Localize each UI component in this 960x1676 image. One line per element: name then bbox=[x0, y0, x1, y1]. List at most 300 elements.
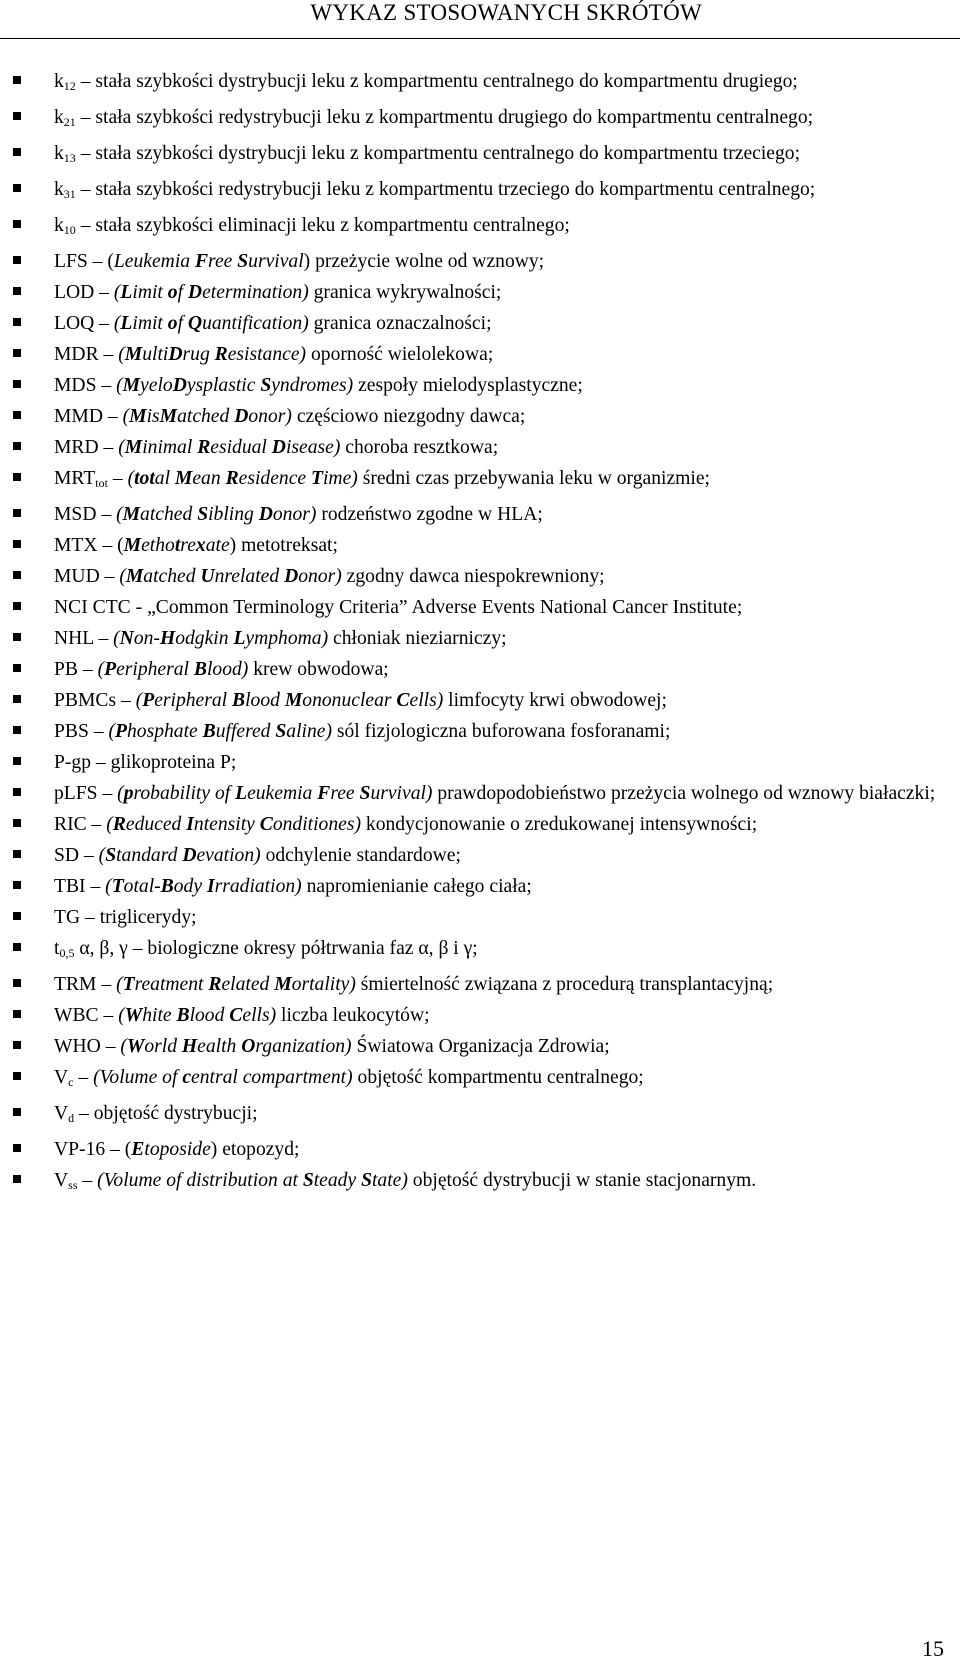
entry-text-segment: x bbox=[195, 535, 206, 556]
entry-text-segment: etho bbox=[141, 535, 175, 556]
entry-text-segment: S bbox=[275, 721, 287, 742]
entry-text-segment: S bbox=[197, 504, 209, 525]
bullet-icon bbox=[13, 148, 21, 156]
entry-text bbox=[54, 716, 946, 747]
entry-text-segment: choroba resztkowa; bbox=[340, 437, 499, 458]
entry-text-segment: H bbox=[159, 628, 176, 649]
entry-text-segment: krew obwodowa; bbox=[248, 659, 389, 680]
entry-text-segment: aline) bbox=[286, 721, 332, 742]
entry-text-segment: Leukemia bbox=[113, 251, 195, 272]
entry-text-segment: częściowo niezgodny dawca; bbox=[291, 406, 526, 427]
entry-text-segment: D bbox=[168, 344, 183, 365]
bullet-icon bbox=[13, 757, 21, 765]
entry-text-segment: k bbox=[54, 71, 64, 92]
bullet-icon bbox=[13, 540, 21, 548]
entry-text-segment: ody bbox=[173, 876, 207, 897]
entry-text-segment: lood bbox=[245, 690, 285, 711]
entry-text-segment: PB – bbox=[54, 659, 98, 680]
entry-text-segment: p bbox=[123, 783, 134, 804]
bullet-icon bbox=[13, 912, 21, 920]
abbreviation-entry bbox=[0, 1165, 960, 1201]
entry-text-segment: zgodny dawca niespokrewniony; bbox=[341, 566, 605, 587]
entry-text-segment: eripheral bbox=[154, 690, 233, 711]
entry-text-segment: kondycjonowanie o zredukowanej intensywności; bbox=[361, 814, 758, 835]
entry-text-segment: c bbox=[182, 1067, 192, 1088]
entry-text-segment: L bbox=[120, 282, 133, 303]
entry-text-segment: ( bbox=[113, 282, 121, 303]
entry-text-segment: M bbox=[159, 406, 178, 427]
abbreviation-entry bbox=[0, 277, 960, 308]
bullet-icon bbox=[13, 664, 21, 672]
entry-text-segment: M bbox=[122, 504, 141, 525]
entry-text-segment: Światowa Organizacja Zdrowia; bbox=[351, 1036, 610, 1057]
entry-text bbox=[54, 210, 946, 246]
entry-text-segment: ( bbox=[135, 690, 143, 711]
entry-text-segment: liczba leukocytów; bbox=[276, 1005, 430, 1026]
entry-text-segment: onor) bbox=[298, 566, 342, 587]
entry-text-segment: TG – triglicerydy; bbox=[54, 907, 197, 928]
entry-text-segment: re bbox=[180, 535, 196, 556]
entry-text bbox=[54, 1000, 946, 1031]
entry-text-segment: I bbox=[186, 814, 194, 835]
entry-text-segment: B bbox=[176, 1005, 190, 1026]
entry-text-segment: ( bbox=[116, 974, 123, 995]
entry-text-segment: k bbox=[54, 143, 64, 164]
entry-text-segment: ( bbox=[97, 659, 105, 680]
entry-text-segment: lood) bbox=[206, 659, 249, 680]
entry-text-segment: – stała szybkości redystrybucji leku z kompartmentu trzeciego do kompartmentu centralnego; bbox=[75, 179, 816, 200]
entry-text bbox=[54, 1098, 946, 1134]
entry-text-segment: urvival bbox=[248, 251, 304, 272]
entry-text-segment: nrelated bbox=[214, 566, 285, 587]
abbreviation-entry bbox=[0, 246, 960, 277]
entry-text bbox=[54, 778, 946, 809]
abbreviation-entry bbox=[0, 463, 960, 499]
entry-text-segment: LFS – ( bbox=[54, 251, 114, 272]
bullet-icon bbox=[13, 726, 21, 734]
entry-text-segment: ) przeżycie wolne od wznowy; bbox=[303, 251, 545, 272]
entry-text-segment: evation) bbox=[196, 845, 261, 866]
entry-text-segment: orld bbox=[144, 1036, 182, 1057]
bullet-icon bbox=[13, 979, 21, 987]
entry-text-segment: M bbox=[174, 468, 193, 489]
entry-text-segment: ealth bbox=[197, 1036, 242, 1057]
entry-text-segment: S bbox=[361, 1170, 372, 1191]
entry-text-segment: MTX – ( bbox=[54, 535, 124, 556]
entry-text-segment: eukemia bbox=[247, 783, 318, 804]
entry-text-segment: śmiertelność związana z procedurą transplantacyjną; bbox=[355, 974, 774, 995]
entry-text-segment: V bbox=[54, 1067, 69, 1088]
entry-text-segment: średni czas przebywania leku w organizmie; bbox=[357, 468, 710, 489]
entry-text-segment: limfocyty krwi obwodowej; bbox=[443, 690, 667, 711]
bullet-icon bbox=[13, 850, 21, 858]
entry-text-segment: W bbox=[124, 1005, 143, 1026]
entry-text-segment: teady bbox=[313, 1170, 362, 1191]
entry-text-segment: ells) bbox=[409, 690, 444, 711]
entry-text-segment: ( bbox=[116, 504, 123, 525]
entry-text-segment: SD – bbox=[54, 845, 99, 866]
entry-text-segment: M bbox=[129, 406, 147, 427]
entry-text-segment: (Volume of distribution at bbox=[97, 1170, 303, 1191]
entry-text-segment: pLFS – bbox=[54, 783, 118, 804]
entry-text-segment: Q bbox=[187, 313, 203, 334]
subscript-text: tot bbox=[95, 476, 108, 490]
abbreviation-entry bbox=[0, 210, 960, 246]
entry-text-segment: WHO – bbox=[54, 1036, 121, 1057]
entry-text-segment: S bbox=[237, 251, 249, 272]
entry-text bbox=[54, 969, 946, 1000]
entry-text-segment: hosphate bbox=[126, 721, 203, 742]
entry-text-segment: E bbox=[131, 1139, 145, 1160]
entry-text-segment: B bbox=[232, 690, 246, 711]
entry-text-segment: RIC – bbox=[54, 814, 107, 835]
entry-text-segment: MUD – bbox=[54, 566, 120, 587]
entry-text-segment: D bbox=[271, 437, 286, 458]
entry-text-segment: T bbox=[311, 468, 323, 489]
entry-text-segment: D bbox=[258, 504, 273, 525]
entry-text bbox=[54, 308, 946, 339]
entry-text-segment: rug bbox=[182, 344, 215, 365]
subscript-text: 0,5 bbox=[59, 946, 75, 960]
entry-text-segment: B bbox=[193, 659, 207, 680]
entry-text bbox=[54, 499, 946, 530]
entry-text-segment: ( bbox=[122, 406, 130, 427]
bullet-icon bbox=[13, 602, 21, 610]
entry-text-segment: R bbox=[197, 437, 211, 458]
entry-text bbox=[54, 654, 946, 685]
bullet-icon bbox=[13, 442, 21, 450]
entry-text-segment: entral compartment) bbox=[191, 1067, 353, 1088]
entry-text-segment: F bbox=[317, 783, 331, 804]
entry-text-segment: is bbox=[146, 406, 160, 427]
bullet-icon bbox=[13, 1144, 21, 1152]
entry-text-segment: L bbox=[233, 628, 246, 649]
bullet-icon bbox=[13, 380, 21, 388]
entry-text-segment: esistance) bbox=[227, 344, 307, 365]
entry-text-segment: ( bbox=[113, 628, 120, 649]
entry-text-segment: R bbox=[208, 974, 222, 995]
entry-text-segment: rodzeństwo zgodne w HLA; bbox=[316, 504, 543, 525]
entry-text-segment: – bbox=[107, 468, 128, 489]
abbreviation-entry bbox=[0, 561, 960, 592]
entry-text-segment: P bbox=[104, 659, 117, 680]
entry-text-segment: chłoniak nieziarniczy; bbox=[328, 628, 507, 649]
abbreviation-entry bbox=[0, 933, 960, 969]
bullet-icon bbox=[13, 1072, 21, 1080]
header-title: WYKAZ STOSOWANYCH SKRÓTÓW bbox=[310, 0, 702, 25]
abbreviation-entry bbox=[0, 654, 960, 685]
entry-text bbox=[54, 530, 946, 561]
entry-text-segment: ( bbox=[105, 876, 112, 897]
entry-text-segment: hite bbox=[142, 1005, 177, 1026]
subscript-text: 21 bbox=[63, 115, 76, 129]
entry-text-segment: inimal bbox=[142, 437, 198, 458]
bullet-icon bbox=[13, 184, 21, 192]
abbreviation-entry bbox=[0, 969, 960, 1000]
abbreviation-entry bbox=[0, 902, 960, 933]
entry-text-segment: ibling bbox=[208, 504, 259, 525]
entry-text bbox=[54, 138, 946, 174]
entry-text-segment: ( bbox=[106, 814, 113, 835]
entry-text-segment: t bbox=[174, 535, 181, 556]
abbreviation-entry bbox=[0, 685, 960, 716]
entry-text-segment: f bbox=[177, 313, 188, 334]
entry-text bbox=[54, 809, 946, 840]
subscript-text: c bbox=[68, 1075, 74, 1089]
entry-text bbox=[54, 246, 946, 277]
bullet-icon bbox=[13, 633, 21, 641]
abbreviation-entry bbox=[0, 1134, 960, 1165]
entry-text-segment: NHL – bbox=[54, 628, 114, 649]
entry-text-segment: H bbox=[181, 1036, 198, 1057]
abbreviation-entry bbox=[0, 138, 960, 174]
entry-text-segment: ( bbox=[127, 468, 135, 489]
entry-text-segment: D bbox=[172, 375, 187, 396]
entry-text-segment: D bbox=[284, 566, 299, 587]
bullet-icon bbox=[13, 76, 21, 84]
entry-text-segment: ate bbox=[205, 535, 230, 556]
entry-text-segment: k bbox=[54, 215, 64, 236]
entry-text-segment: etermination) bbox=[202, 282, 309, 303]
entry-text-segment: I bbox=[206, 876, 215, 897]
entry-text bbox=[54, 66, 946, 102]
bullet-icon bbox=[13, 112, 21, 120]
entry-text-segment: – bbox=[77, 1170, 98, 1191]
entry-text-segment: F bbox=[194, 251, 209, 272]
abbreviation-entry bbox=[0, 370, 960, 401]
entry-text-segment: uffered bbox=[215, 721, 276, 742]
entry-text bbox=[54, 1031, 946, 1062]
entry-text-segment: M bbox=[124, 437, 143, 458]
abbreviation-entry bbox=[0, 174, 960, 210]
entry-text-segment: oporność wielolekowa; bbox=[306, 344, 494, 365]
entry-text-segment: ( bbox=[117, 783, 124, 804]
abbreviation-entry bbox=[0, 66, 960, 102]
entry-text-segment: – stała szybkości dystrybucji leku z kompartmentu centralnego do kompartmentu drugiego; bbox=[75, 71, 798, 92]
abbreviation-entry bbox=[0, 308, 960, 339]
subscript-text: 31 bbox=[63, 187, 76, 201]
entry-text-segment: sól fizjologiczna buforowana fosforanami; bbox=[331, 721, 671, 742]
entry-text-segment: S bbox=[105, 845, 117, 866]
entry-text-segment: granica wykrywalności; bbox=[308, 282, 502, 303]
entry-text-segment: atched bbox=[140, 504, 198, 525]
entry-text-segment: M bbox=[123, 535, 142, 556]
entry-text bbox=[54, 747, 946, 778]
entry-text-segment: otal- bbox=[123, 876, 161, 897]
bullet-icon bbox=[13, 881, 21, 889]
entry-text-segment: objętość dystrybucji w stanie stacjonarnym. bbox=[407, 1170, 757, 1191]
subscript-text: 12 bbox=[63, 79, 76, 93]
entry-text-segment: U bbox=[200, 566, 215, 587]
entry-text-segment: T bbox=[111, 876, 124, 897]
entry-text bbox=[54, 685, 946, 716]
entry-text-segment: M bbox=[124, 344, 143, 365]
entry-text-segment: MDR – bbox=[54, 344, 119, 365]
entry-text-segment: ortality) bbox=[291, 974, 356, 995]
running-header bbox=[0, 0, 960, 38]
entry-text bbox=[54, 561, 946, 592]
abbreviation-entry bbox=[0, 778, 960, 809]
entry-text-segment: P-gp – glikoproteina P; bbox=[54, 752, 237, 773]
entry-text-segment: ( bbox=[119, 566, 126, 587]
entry-text bbox=[54, 401, 946, 432]
entry-text-segment: ells) bbox=[242, 1005, 277, 1026]
entry-text-segment: tot bbox=[134, 468, 155, 489]
entry-text bbox=[54, 102, 946, 138]
entry-text-segment: P bbox=[115, 721, 127, 742]
entry-text-segment: C bbox=[229, 1005, 243, 1026]
entry-text-segment: odgkin bbox=[175, 628, 234, 649]
entry-text-segment: educed bbox=[125, 814, 187, 835]
bullet-icon bbox=[13, 473, 21, 481]
entry-text-segment: B bbox=[160, 876, 174, 897]
entry-text bbox=[54, 432, 946, 463]
entry-text-segment: ) etopozyd; bbox=[210, 1139, 300, 1160]
entry-text-segment: P bbox=[142, 690, 155, 711]
abbreviation-entry bbox=[0, 840, 960, 871]
entry-text-segment: ree bbox=[208, 251, 238, 272]
entry-text-segment: NCI CTC - „Common Terminology Criteria” Adverse Events National Cancer Institute; bbox=[54, 597, 743, 618]
entry-text-segment: ( bbox=[118, 437, 125, 458]
bullet-icon bbox=[13, 509, 21, 517]
entry-text-segment: robability of bbox=[133, 783, 236, 804]
entry-text-segment: tate) bbox=[371, 1170, 408, 1191]
abbreviation-list bbox=[0, 66, 960, 1201]
entry-text-segment: ymphoma) bbox=[245, 628, 329, 649]
entry-text-segment: granica oznaczalności; bbox=[308, 313, 492, 334]
page-number: 15 bbox=[922, 1636, 944, 1661]
abbreviation-entry bbox=[0, 716, 960, 747]
entry-text bbox=[54, 933, 946, 969]
entry-text-segment: o bbox=[167, 313, 178, 334]
entry-text-segment: L bbox=[235, 783, 248, 804]
entry-text-segment: M bbox=[284, 690, 303, 711]
abbreviation-entry bbox=[0, 747, 960, 778]
entry-text-segment: N bbox=[119, 628, 134, 649]
entry-text-segment: MSD – bbox=[54, 504, 117, 525]
entry-text bbox=[54, 840, 946, 871]
bullet-icon bbox=[13, 1041, 21, 1049]
entry-text-segment: W bbox=[126, 1036, 145, 1057]
entry-text bbox=[54, 1134, 946, 1165]
entry-text-segment: ( bbox=[118, 1005, 125, 1026]
entry-text-segment: rganization) bbox=[255, 1036, 352, 1057]
bullet-icon bbox=[13, 788, 21, 796]
entry-text-segment: MRD – bbox=[54, 437, 119, 458]
entry-text-segment: atched bbox=[143, 566, 201, 587]
entry-text-segment: M bbox=[274, 974, 292, 995]
entry-text-segment: k bbox=[54, 179, 64, 200]
entry-text-segment: ( bbox=[113, 313, 121, 334]
entry-text-segment: ysplastic bbox=[186, 375, 261, 396]
entry-text-segment: PBMCs – bbox=[54, 690, 136, 711]
entry-text-segment: rradiation) bbox=[214, 876, 302, 897]
entry-text-segment: – objętość dystrybucji; bbox=[74, 1103, 258, 1124]
abbreviation-entry bbox=[0, 401, 960, 432]
entry-text-segment: esidual bbox=[210, 437, 272, 458]
subscript-text: 10 bbox=[63, 223, 76, 237]
entry-text-segment: D bbox=[182, 845, 197, 866]
entry-text-segment: C bbox=[396, 690, 410, 711]
entry-text-segment: LOD – bbox=[54, 282, 114, 303]
abbreviation-entry bbox=[0, 1098, 960, 1134]
entry-text-segment: R bbox=[112, 814, 126, 835]
entry-text-segment: MDS – bbox=[54, 375, 117, 396]
entry-text bbox=[54, 1062, 946, 1098]
entry-text-segment: – stała szybkości eliminacji leku z kompartmentu centralnego; bbox=[75, 215, 570, 236]
entry-text-segment: ) metotreksat; bbox=[229, 535, 338, 556]
entry-text-segment: al bbox=[154, 468, 175, 489]
entry-text-segment: R bbox=[214, 344, 228, 365]
abbreviation-entry bbox=[0, 499, 960, 530]
entry-text-segment: ean bbox=[192, 468, 226, 489]
subscript-text: ss bbox=[68, 1178, 78, 1192]
abbreviation-entry bbox=[0, 432, 960, 463]
entry-text-segment: O bbox=[241, 1036, 256, 1057]
entry-text-segment: f bbox=[177, 282, 188, 303]
entry-text bbox=[54, 277, 946, 308]
entry-text-segment: D bbox=[234, 406, 249, 427]
entry-text-segment: onditiones) bbox=[272, 814, 361, 835]
entry-text-segment: uantification) bbox=[202, 313, 309, 334]
subscript-text: d bbox=[68, 1111, 75, 1125]
abbreviation-entry bbox=[0, 871, 960, 902]
entry-text-segment: o bbox=[167, 282, 178, 303]
entry-text-segment: ree bbox=[330, 783, 360, 804]
entry-text-segment: prawdopodobieństwo przeżycia wolnego od wznowy białaczki; bbox=[432, 783, 936, 804]
entry-text-segment: ( bbox=[98, 845, 106, 866]
entry-text-segment: objętość kompartmentu centralnego; bbox=[352, 1067, 644, 1088]
entry-text-segment: M bbox=[122, 375, 141, 396]
entry-text-segment: reatment bbox=[134, 974, 209, 995]
abbreviation-entry bbox=[0, 623, 960, 654]
entry-text-segment: yelo bbox=[140, 375, 173, 396]
bullet-icon bbox=[13, 1010, 21, 1018]
subscript-text: 13 bbox=[63, 151, 76, 165]
entry-text-segment: onor) bbox=[272, 504, 317, 525]
bullet-icon bbox=[13, 819, 21, 827]
entry-text-segment: PBS – bbox=[54, 721, 109, 742]
entry-text bbox=[54, 623, 946, 654]
entry-text-segment: V bbox=[54, 1103, 69, 1124]
entry-text-segment: t bbox=[54, 938, 60, 959]
entry-text-segment: ime) bbox=[322, 468, 358, 489]
entry-text-segment: L bbox=[120, 313, 133, 334]
abbreviation-entry bbox=[0, 530, 960, 561]
abbreviation-entry bbox=[0, 592, 960, 623]
entry-text-segment: ( bbox=[120, 1036, 127, 1057]
entry-text-segment: D bbox=[187, 282, 203, 303]
abbreviation-entry bbox=[0, 1062, 960, 1098]
entry-text bbox=[54, 174, 946, 210]
entry-text bbox=[54, 339, 946, 370]
abbreviation-entry bbox=[0, 339, 960, 370]
entry-text-segment: yndromes) bbox=[271, 375, 354, 396]
entry-text-segment: α, β, γ – biologiczne okresy półtrwania faz α, β i γ; bbox=[74, 938, 478, 959]
abbreviation-entry bbox=[0, 1000, 960, 1031]
entry-text-segment: TBI – bbox=[54, 876, 106, 897]
entry-text-segment: T bbox=[122, 974, 135, 995]
bullet-icon bbox=[13, 220, 21, 228]
entry-text-segment: urvival) bbox=[370, 783, 433, 804]
entry-text-segment: tandard bbox=[116, 845, 183, 866]
abbreviation-entry bbox=[0, 1031, 960, 1062]
entry-text-segment: LOQ – bbox=[54, 313, 114, 334]
entry-text-segment: ntensity bbox=[193, 814, 260, 835]
bullet-icon bbox=[13, 287, 21, 295]
entry-text-segment: atched bbox=[177, 406, 235, 427]
entry-text-segment: napromienianie całego ciała; bbox=[301, 876, 532, 897]
